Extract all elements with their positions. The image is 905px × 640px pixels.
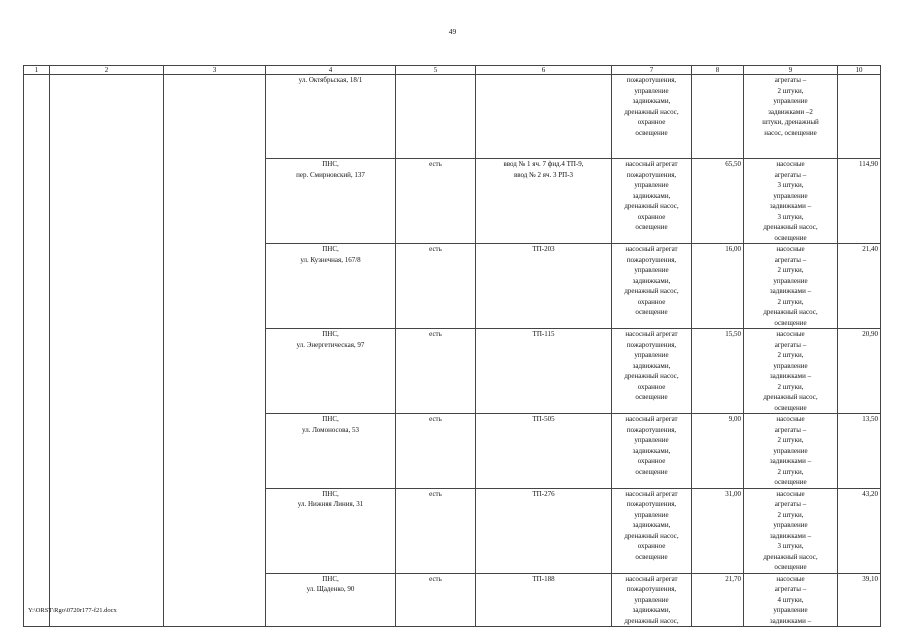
availability-cell (396, 75, 476, 159)
power-value-cell: 9,00 (692, 414, 744, 489)
availability-cell: есть (396, 244, 476, 329)
pumping-station-name: ПНС, ул. Ломоносова, 53 (266, 414, 396, 489)
pumping-station-name: ПНС, пер. Смирновский, 137 (266, 159, 396, 244)
column-number-row (24, 66, 881, 75)
power-source-cell: ТП-505 (476, 414, 612, 489)
power-source-cell: ТП-188 (476, 573, 612, 627)
power-value-cell: 21,70 (692, 573, 744, 627)
pumping-station-name: ПНС, ул. Щаденко, 90 (266, 573, 396, 627)
document-table (23, 65, 881, 627)
power-source-cell: ТП-203 (476, 244, 612, 329)
total-value-cell: 114,90 (838, 159, 881, 244)
total-value-cell: 39,10 (838, 573, 881, 627)
column-header: 2 (50, 66, 164, 75)
column-header: 9 (744, 66, 838, 75)
power-value-cell: 15,50 (692, 329, 744, 414)
total-value-cell: 43,20 (838, 488, 881, 573)
equipment-details-cell: насосные агрегаты – 3 штуки, управление задвижками – 3 штуки, дренажный насос, освещение (744, 159, 838, 244)
total-value-cell (838, 75, 881, 159)
power-value-cell: 31,00 (692, 488, 744, 573)
pumping-station-name: ПНС, ул. Кузнечная, 167/8 (266, 244, 396, 329)
total-value-cell: 21,40 (838, 244, 881, 329)
power-source-cell (476, 75, 612, 159)
page-number: 49 (448, 27, 457, 36)
equipment-cell: пожаротушения, управление задвижками, дренажный насос, охранное освещение (612, 75, 692, 159)
availability-cell: есть (396, 573, 476, 627)
merged-empty-cell (164, 75, 266, 627)
column-header: 1 (24, 66, 50, 75)
equipment-cell: насосный агрегат пожаротушения, управление задвижками, дренажный насос, охранное освещение (612, 159, 692, 244)
column-header: 3 (164, 66, 266, 75)
table-row (24, 75, 881, 159)
equipment-cell: насосный агрегат пожаротушения, управление задвижками, охранное освещение (612, 414, 692, 489)
column-header: 6 (476, 66, 612, 75)
equipment-details-cell: насосные агрегаты – 2 штуки, управление задвижками – 2 штуки, дренажный насос, освещение (744, 244, 838, 329)
column-header: 4 (266, 66, 396, 75)
power-value-cell: 65,50 (692, 159, 744, 244)
merged-empty-cell (50, 75, 164, 627)
merged-empty-cell (24, 75, 50, 627)
total-value-cell: 13,50 (838, 414, 881, 489)
pumping-station-name: ПНС, ул. Энергетическая, 97 (266, 329, 396, 414)
equipment-details-cell: насосные агрегаты – 2 штуки, управление задвижками – 3 штуки, дренажный насос, освещение (744, 488, 838, 573)
column-header: 8 (692, 66, 744, 75)
availability-cell: есть (396, 414, 476, 489)
power-source-cell: ТП-276 (476, 488, 612, 573)
power-value-cell: 16,00 (692, 244, 744, 329)
availability-cell: есть (396, 159, 476, 244)
equipment-cell: насосный агрегат пожаротушения, управление задвижками, дренажный насос, (612, 573, 692, 627)
column-header: 7 (612, 66, 692, 75)
equipment-cell: насосный агрегат пожаротушения, управление задвижками, дренажный насос, охранное освещение (612, 244, 692, 329)
power-source-cell: ввод № 1 яч. 7 фид.4 ТП-9, ввод № 2 яч. 3 РП-3 (476, 159, 612, 244)
equipment-cell: насосный агрегат пожаротушения, управление задвижками, дренажный насос, охранное освещение (612, 329, 692, 414)
power-value-cell (692, 75, 744, 159)
footer-file-path: Y:\ORST\Rgo\0720r177-f21.docx (28, 607, 117, 614)
pumping-station-name: ул. Октябрьская, 18/1 (266, 75, 396, 159)
equipment-details-cell: насосные агрегаты – 4 штуки, управление задвижками – (744, 573, 838, 627)
column-header: 5 (396, 66, 476, 75)
equipment-cell: насосный агрегат пожаротушения, управление задвижками, дренажный насос, охранное освещение (612, 488, 692, 573)
equipment-details-cell: насосные агрегаты – 2 штуки, управление задвижками – 2 штуки, дренажный насос, освещение (744, 329, 838, 414)
equipment-details-cell: насосные агрегаты – 2 штуки, управление задвижками – 2 штуки, освещение (744, 414, 838, 489)
pumping-station-name: ПНС, ул. Нижняя Линия, 31 (266, 488, 396, 573)
availability-cell: есть (396, 329, 476, 414)
equipment-details-cell: агрегаты – 2 штуки, управление задвижками –2 штуки, дренажный насос, освещение (744, 75, 838, 159)
total-value-cell: 20,90 (838, 329, 881, 414)
power-source-cell: ТП-115 (476, 329, 612, 414)
availability-cell: есть (396, 488, 476, 573)
column-header: 10 (838, 66, 881, 75)
